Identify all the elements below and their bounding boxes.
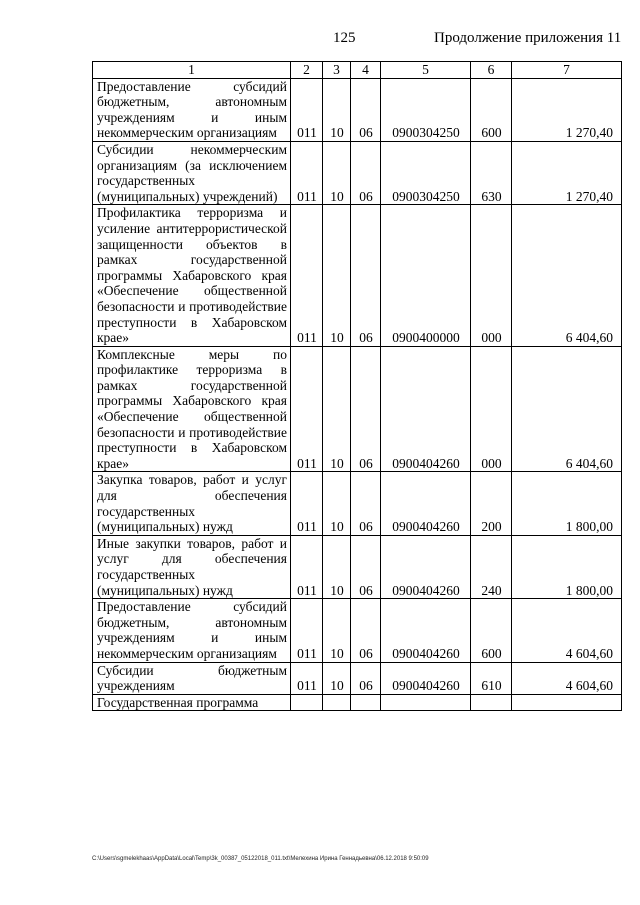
target-item-code: 0900404260 <box>381 662 471 694</box>
ministry-code: 011 <box>291 599 323 662</box>
amount: 1 800,00 <box>512 535 622 598</box>
row-name: Профилактика терроризма и усиление антитеррористической защищенности объектов в рамках государственной программы Хабаровского края «Обеспечение общественной безопасности и противодействие преступности в Хабаровском крае» <box>93 205 291 346</box>
section-code: 10 <box>323 141 351 204</box>
budget-table <box>92 61 622 711</box>
table-row <box>93 599 622 662</box>
target-item-code: 0900404260 <box>381 346 471 472</box>
section-code: 10 <box>323 472 351 535</box>
amount: 1 800,00 <box>512 472 622 535</box>
subsection-code: 06 <box>351 346 381 472</box>
section-code: 10 <box>323 205 351 346</box>
subsection-code: 06 <box>351 599 381 662</box>
target-item-code: 0900304250 <box>381 141 471 204</box>
table-row <box>93 472 622 535</box>
table-row <box>93 141 622 204</box>
subsection-code: 06 <box>351 472 381 535</box>
expense-type-code: 600 <box>471 599 512 662</box>
target-item-code: 0900404260 <box>381 535 471 598</box>
ministry-code: 011 <box>291 205 323 346</box>
row-name: Субсидии бюджетным учреждениям <box>93 662 291 694</box>
target-item-code: 0900404260 <box>381 599 471 662</box>
row-name: Предоставление субсидий бюджетным, автономным учреждениям и иным некоммерческим организациям <box>93 599 291 662</box>
ministry-code: 011 <box>291 346 323 472</box>
column-header: 2 <box>291 62 323 79</box>
section-code: 10 <box>323 599 351 662</box>
row-name: Закупка товаров, работ и услуг для обеспечения государственных (муниципальных) нужд <box>93 472 291 535</box>
row-name: Государственная программа <box>93 694 291 711</box>
table-row <box>93 662 622 694</box>
expense-type-code: 610 <box>471 662 512 694</box>
table-header-row <box>93 62 622 79</box>
row-name: Субсидии некоммерческим организациям (за исключением государственных (муниципальных) учреждений) <box>93 141 291 204</box>
column-header: 5 <box>381 62 471 79</box>
section-code: 10 <box>323 535 351 598</box>
subsection-code: 06 <box>351 78 381 141</box>
section-code: 10 <box>323 78 351 141</box>
section-code: 10 <box>323 346 351 472</box>
amount: 1 270,40 <box>512 141 622 204</box>
footer-file-path: C:\Users\sgmelekhaas\AppData\Local\Temp\3k_00387_05122018_011.txt\Мелехина Ирина Геннадьевна\06.12.2018 9:50:09 <box>92 856 429 862</box>
column-header: 7 <box>512 62 622 79</box>
ministry-code: 011 <box>291 535 323 598</box>
subsection-code: 06 <box>351 535 381 598</box>
target-item-code: 0900404260 <box>381 472 471 535</box>
ministry-code: 011 <box>291 78 323 141</box>
ministry-code: 011 <box>291 662 323 694</box>
section-code: 10 <box>323 662 351 694</box>
table-row <box>93 346 622 472</box>
subsection-code: 06 <box>351 205 381 346</box>
expense-type-code: 630 <box>471 141 512 204</box>
column-header: 3 <box>323 62 351 79</box>
target-item-code: 0900400000 <box>381 205 471 346</box>
row-name: Иные закупки товаров, работ и услуг для обеспечения государственных (муниципальных) нужд <box>93 535 291 598</box>
expense-type-code: 000 <box>471 205 512 346</box>
row-name: Предоставление субсидий бюджетным, автономным учреждениям и иным некоммерческим организациям <box>93 78 291 141</box>
table-row <box>93 535 622 598</box>
expense-type-code: 240 <box>471 535 512 598</box>
row-name: Комплексные меры по профилактике терроризма в рамках государственной программы Хабаровского края «Обеспечение общественной безопасности и противодействие преступности в Хабаровском крае» <box>93 346 291 472</box>
amount: 6 404,60 <box>512 346 622 472</box>
subsection-code: 06 <box>351 662 381 694</box>
column-header: 4 <box>351 62 381 79</box>
expense-type-code: 000 <box>471 346 512 472</box>
ministry-code: 011 <box>291 472 323 535</box>
expense-type-code: 200 <box>471 472 512 535</box>
subsection-code: 06 <box>351 141 381 204</box>
page-number: 125 <box>333 30 356 46</box>
appendix-continuation-label: Продолжение приложения 11 <box>434 30 622 46</box>
column-header: 6 <box>471 62 512 79</box>
ministry-code: 011 <box>291 141 323 204</box>
amount: 6 404,60 <box>512 205 622 346</box>
table-row-continued <box>93 694 622 711</box>
column-header: 1 <box>93 62 291 79</box>
amount: 1 270,40 <box>512 78 622 141</box>
table-row <box>93 205 622 346</box>
expense-type-code: 600 <box>471 78 512 141</box>
table-row <box>93 78 622 141</box>
amount: 4 604,60 <box>512 599 622 662</box>
target-item-code: 0900304250 <box>381 78 471 141</box>
amount: 4 604,60 <box>512 662 622 694</box>
